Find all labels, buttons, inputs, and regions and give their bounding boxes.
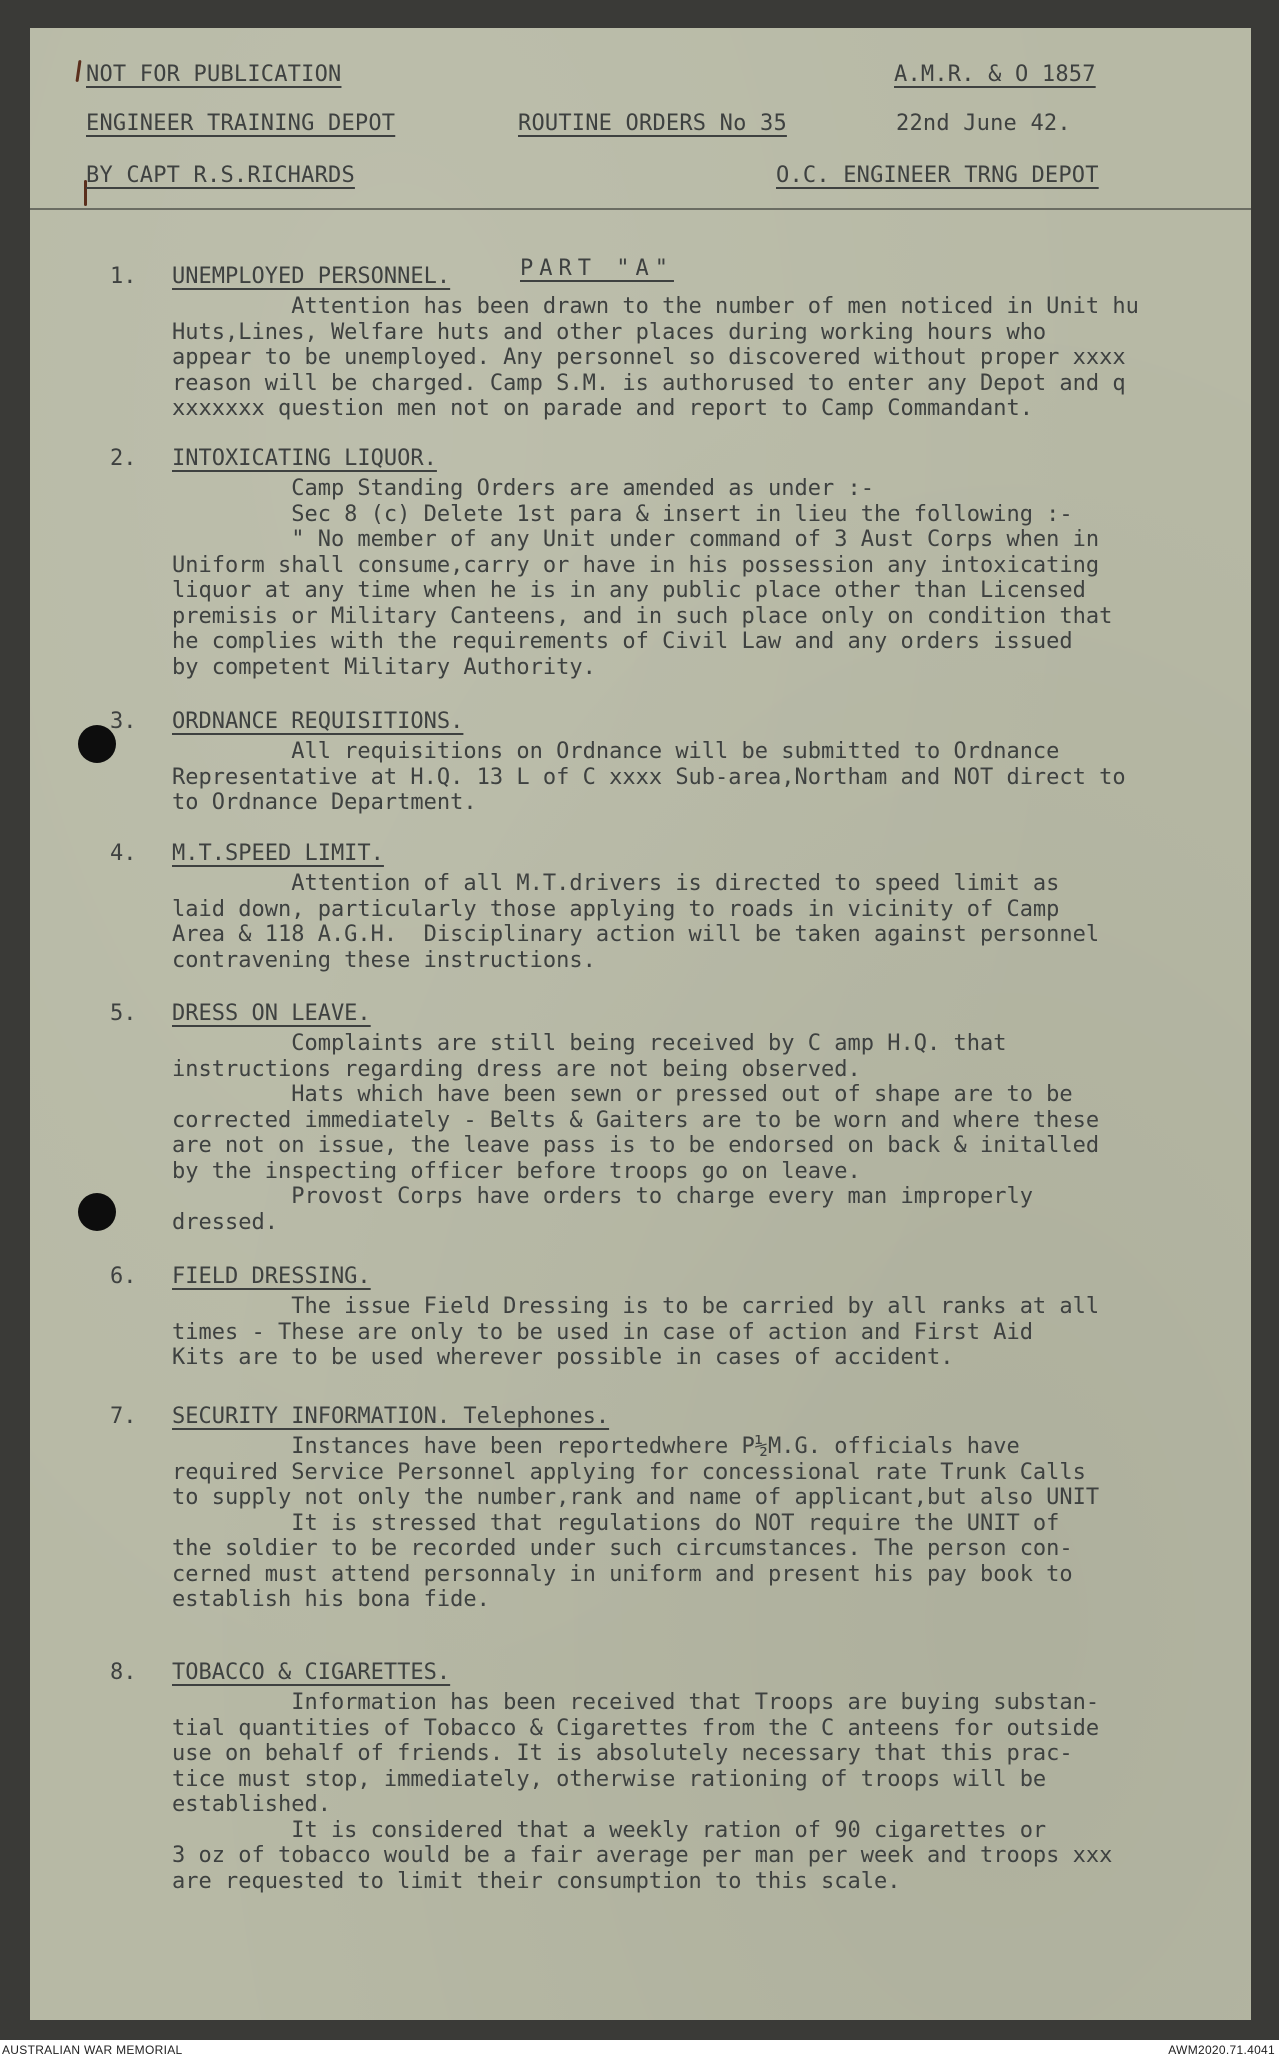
- text-line: reason will be charged. Camp S.M. is authorused to enter any Depot and q: [172, 370, 1126, 396]
- section-number: 6.: [110, 1264, 137, 1289]
- text-line: It is considered that a weekly ration of 90 cigarettes or: [172, 1817, 1047, 1843]
- section-number: 3.: [110, 709, 137, 734]
- text-line: instructions regarding dress are not being observed.: [172, 1056, 861, 1082]
- text-line: Attention of all M.T.drivers is directed to speed limit as: [172, 871, 1060, 896]
- text-line: to Ordnance Department.: [172, 790, 477, 815]
- routine-orders-heading: ROUTINE ORDERS No 35: [518, 111, 787, 136]
- text-line: Area & 118 A.G.H. Disciplinary action will be taken against personnel: [172, 922, 1100, 947]
- text-line: use on behalf of friends. It is absolutely necessary that this prac-: [172, 1741, 1073, 1766]
- text-line: laid down, particularly those applying to roads in vicinity of Camp: [172, 896, 1060, 922]
- text-line: The issue Field Dressing is to be carried by all ranks at all: [172, 1294, 1100, 1319]
- not-for-publication-heading: NOT FOR PUBLICATION: [86, 62, 342, 87]
- section-number: 4.: [110, 841, 137, 866]
- text-line: liquor at any time when he is in any public place other than Licensed: [172, 578, 1086, 603]
- text-line: Complaints are still being received by C amp H.Q. that: [172, 1031, 1007, 1056]
- text-line: dressed.: [172, 1209, 278, 1235]
- text-line: xxxxxxx question men not on parade and report to Camp Commandant.: [172, 396, 1033, 421]
- section-number: 7.: [110, 1404, 137, 1429]
- section-title: M.T.SPEED LIMIT.: [172, 841, 384, 866]
- unit-heading: ENGINEER TRAINING DEPOT: [86, 111, 396, 136]
- text-line: corrected immediately - Belts & Gaiters are to be worn and where these: [172, 1107, 1100, 1133]
- text-line: It is stressed that regulations do NOT require the UNIT of: [172, 1510, 1060, 1536]
- section-number: 2.: [110, 446, 137, 471]
- section-title: SECURITY INFORMATION. Telephones.: [172, 1404, 610, 1429]
- pen-mark: [75, 60, 81, 82]
- text-line: tice must stop, immediately, otherwise rationing of troops will be: [172, 1766, 1047, 1792]
- text-line: Hats which have been sewn or pressed out of shape are to be: [172, 1082, 1073, 1107]
- text-line: contravening these instructions.: [172, 947, 596, 973]
- section-body: [172, 871, 1251, 973]
- document-page: [30, 28, 1251, 2020]
- part-title: PART "A": [520, 256, 674, 281]
- text-line: by competent Military Authority.: [172, 654, 596, 680]
- text-line: 3 oz of tobacco would be a fair average per man per week and troops xxx: [172, 1843, 1113, 1868]
- text-line: appear to be unemployed. Any personnel so discovered without proper xxxx: [172, 345, 1126, 370]
- section-body: [172, 294, 1251, 422]
- text-line: establish his bona fide.: [172, 1587, 490, 1612]
- text-line: Provost Corps have orders to charge every man improperly: [172, 1184, 1033, 1209]
- reference-number: A.M.R. & O 1857: [894, 62, 1096, 87]
- section-body: [172, 1294, 1251, 1371]
- archive-caption-right: AWM2020.71.4041: [1168, 2043, 1275, 2057]
- punch-hole: [78, 725, 116, 763]
- text-line: All requisitions on Ordnance will be submitted to Ordnance: [172, 739, 1060, 764]
- text-line: required Service Personnel applying for concessional rate Trunk Calls: [172, 1459, 1086, 1485]
- text-line: he complies with the requirements of Civil Law and any orders issued: [172, 629, 1073, 654]
- text-line: established.: [172, 1792, 331, 1817]
- section-number: 8.: [110, 1660, 137, 1685]
- text-line: are not on issue, the leave pass is to be endorsed on back & initalled: [172, 1133, 1100, 1158]
- archive-caption-left: AUSTRALIAN WAR MEMORIAL: [2, 2043, 183, 2057]
- section-body: [172, 1031, 1251, 1235]
- section-title: ORDNANCE REQUISITIONS.: [172, 709, 464, 734]
- section-title: UNEMPLOYED PERSONNEL.: [172, 264, 451, 289]
- section-body: [172, 476, 1251, 680]
- order-date: 22nd June 42.: [896, 111, 1071, 136]
- text-line: Information has been received that Troops are buying substan-: [172, 1690, 1100, 1715]
- section-number: 5.: [110, 1001, 137, 1026]
- officer-commanding: O.C. ENGINEER TRNG DEPOT: [776, 163, 1099, 188]
- text-line: by the inspecting officer before troops go on leave.: [172, 1158, 861, 1184]
- section-number: 1.: [110, 264, 137, 289]
- issued-by: BY CAPT R.S.RICHARDS: [86, 163, 355, 188]
- section-title: FIELD DRESSING.: [172, 1264, 371, 1289]
- section-body: [172, 1690, 1251, 1894]
- punch-hole: [78, 1193, 116, 1231]
- section-title: TOBACCO & CIGARETTES.: [172, 1660, 451, 1685]
- text-line: Representative at H.Q. 13 L of C xxxx Sub-area,Northam and NOT direct to: [172, 764, 1126, 790]
- text-line: Uniform shall consume,carry or have in his possession any intoxicating: [172, 552, 1100, 578]
- text-line: tial quantities of Tobacco & Cigarettes from the C anteens for outside: [172, 1715, 1100, 1741]
- text-line: Camp Standing Orders are amended as under :-: [172, 476, 874, 501]
- text-line: the soldier to be recorded under such circumstances. The person con-: [172, 1536, 1073, 1561]
- text-line: Sec 8 (c) Delete 1st para & insert in lieu the following :-: [172, 501, 1073, 527]
- section-body: [172, 739, 1251, 816]
- text-line: times - These are only to be used in case of action and First Aid: [172, 1319, 1033, 1345]
- text-line: Kits are to be used wherever possible in cases of accident.: [172, 1345, 954, 1370]
- text-line: Huts,Lines, Welfare huts and other places during working hours who: [172, 319, 1047, 345]
- text-line: premisis or Military Canteens, and in such place only on condition that: [172, 603, 1113, 629]
- header-rule: [30, 208, 1251, 210]
- text-line: " No member of any Unit under command of 3 Aust Corps when in: [172, 527, 1100, 552]
- text-line: to supply not only the number,rank and name of applicant,but also UNIT: [172, 1485, 1100, 1510]
- text-line: are requested to limit their consumption to this scale.: [172, 1868, 901, 1894]
- text-line: Instances have been reportedwhere P½M.G. officials have: [172, 1434, 1020, 1459]
- text-line: cerned must attend personnaly in uniform and present his pay book to: [172, 1561, 1073, 1587]
- section-title: DRESS ON LEAVE.: [172, 1001, 371, 1026]
- section-body: [172, 1434, 1251, 1613]
- text-line: Attention has been drawn to the number of men noticed in Unit hu: [172, 294, 1139, 319]
- section-title: INTOXICATING LIQUOR.: [172, 446, 437, 471]
